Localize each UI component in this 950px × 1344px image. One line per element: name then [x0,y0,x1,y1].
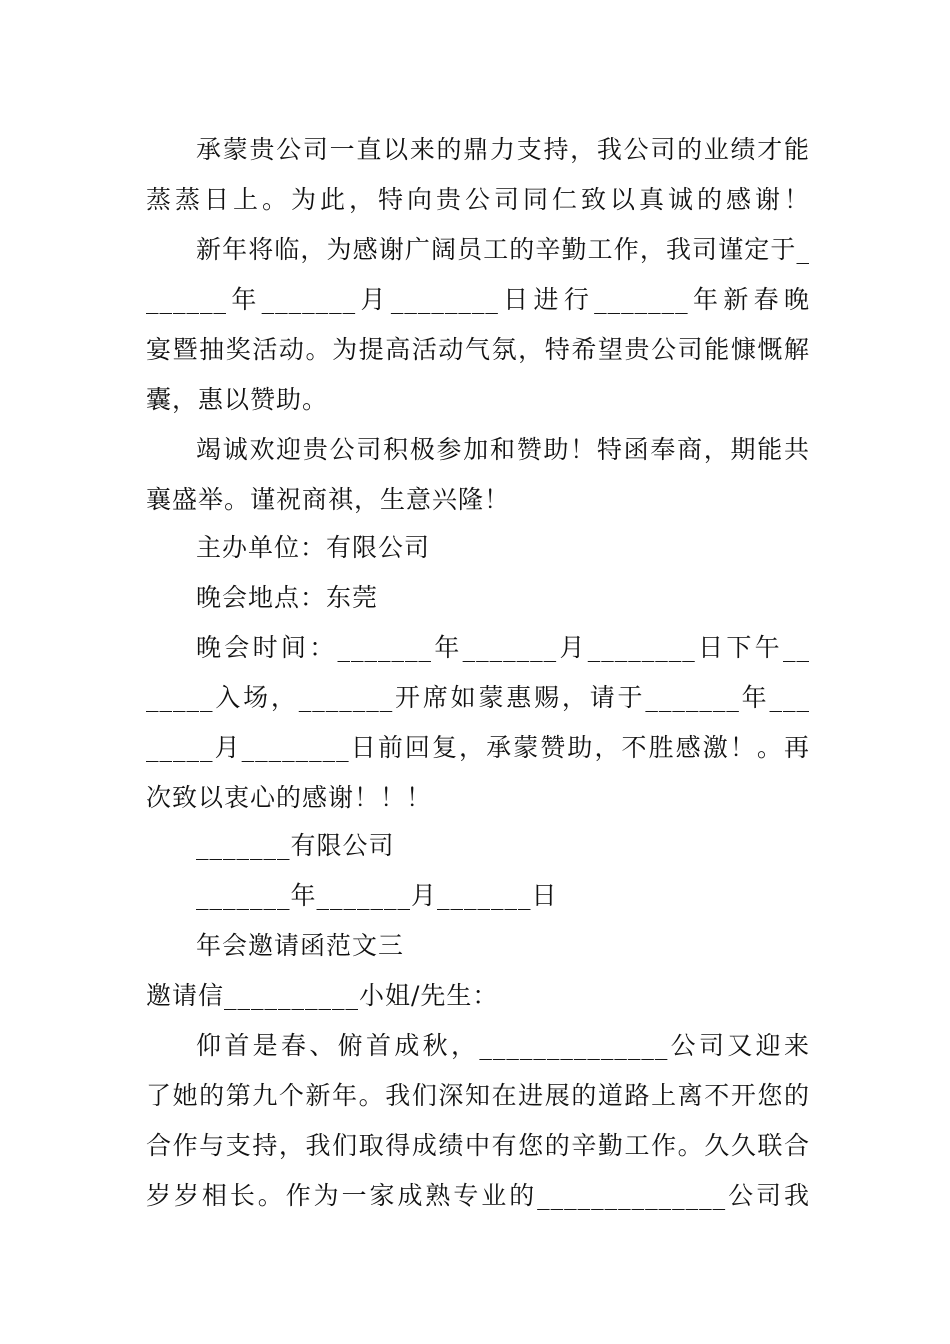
salutation-line: 邀请信__________小姐/先生： [146,981,499,1010]
paragraph-line: 合作与支持，我们取得成绩中有您的辛勤工作。久久联合 [146,1131,810,1160]
signature-date: _______年_______月_______日 [196,881,558,910]
paragraph-line: _____月________日前回复，承蒙赞助，不胜感激！。再 [146,733,810,762]
paragraph-line: 次致以衷心的感谢！！！ [146,783,433,812]
paragraph-line: _____入场，_______开席如蒙惠赐，请于_______年___ [146,683,810,712]
paragraph-line: 宴暨抽奖活动。为提高活动气氛，特希望贵公司能慷慨解 [146,335,810,364]
time-line: 晚会时间：_______年_______月________日下午__ [196,633,810,662]
signature-company: _______有限公司 [196,831,395,860]
paragraph-line: 蒸蒸日上。为此，特向贵公司同仁致以真诚的感谢！ [146,185,810,214]
venue-line: 晚会地点：东莞 [196,583,379,612]
paragraph-line: 承蒙贵公司一直以来的鼎力支持，我公司的业绩才能 [196,135,810,164]
paragraph-line: 囊，惠以赞助。 [146,385,329,414]
paragraph-line: 了她的第九个新年。我们深知在进展的道路上离不开您的 [146,1081,810,1110]
paragraph-line: 新年将临，为感谢广阔员工的辛勤工作，我司谨定于_ [196,235,810,264]
paragraph-line: 竭诚欢迎贵公司积极参加和赞助！特函奉商，期能共 [196,435,810,464]
organizer-line: 主办单位：有限公司 [196,533,431,562]
paragraph-line: 仰首是春、俯首成秋，______________公司又迎来 [196,1031,810,1060]
section-title: 年会邀请函范文三 [196,931,405,960]
paragraph-line: 襄盛举。谨祝商祺，生意兴隆！ [146,485,511,514]
paragraph-line: ______年_______月________日进行_______年新春晚 [146,285,810,314]
paragraph-line: 岁岁相长。作为一家成熟专业的______________公司我 [146,1181,810,1210]
